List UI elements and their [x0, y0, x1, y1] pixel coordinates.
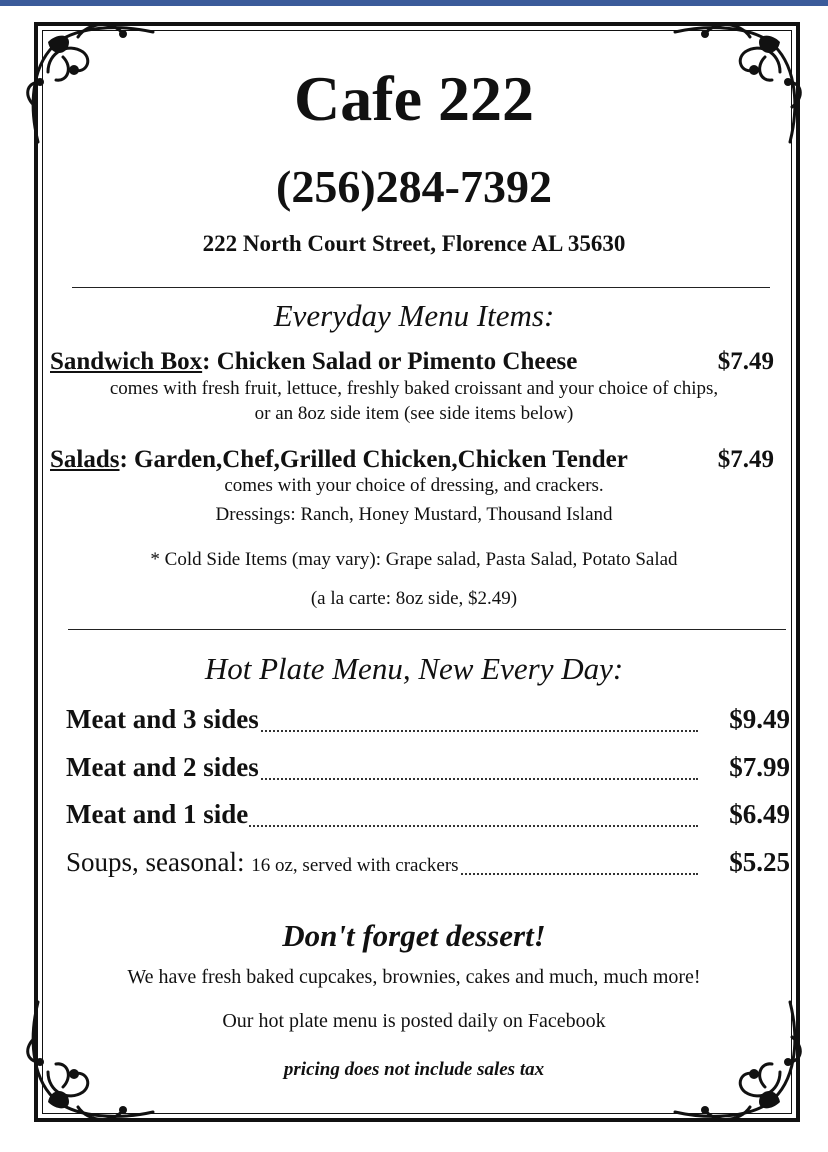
- dessert-heading: Don't forget dessert!: [282, 918, 546, 953]
- cafe-address: 222 North Court Street, Florence AL 35630: [202, 231, 626, 256]
- sandwich-box-line: [50, 348, 780, 376]
- cafe-title: Cafe 222: [294, 63, 534, 134]
- everyday-heading: Everyday Menu Items:: [273, 298, 555, 333]
- sandwich-box-options: : Chicken Salad or Pimento Cheese: [202, 348, 578, 375]
- sandwich-box-label: Sandwich Box: [50, 348, 203, 375]
- hot-plate-heading: Hot Plate Menu, New Every Day:: [204, 651, 624, 686]
- phone-number: (256)284-7392: [276, 161, 552, 212]
- soups-price: $5.25: [729, 847, 790, 877]
- hot-plate-item-label: Meat and 1 side: [66, 799, 249, 829]
- salads-line: [50, 446, 780, 474]
- hot-plate-item-label: Meat and 2 sides: [66, 752, 259, 782]
- hot-plate-item-price: $6.49: [729, 799, 790, 829]
- sandwich-box-price: $7.49: [717, 348, 774, 375]
- facebook-note: Our hot plate menu is posted daily on Facebook: [222, 1010, 606, 1032]
- hot-plate-item: [66, 799, 790, 833]
- hot-plate-item-label: Meat and 3 sides: [66, 704, 259, 734]
- corner-ornament-icon: [18, 982, 168, 1132]
- corner-ornament-icon: [660, 982, 810, 1132]
- top-accent-bar: [0, 0, 828, 6]
- soups-label: Soups, seasonal:: [66, 847, 245, 877]
- a-la-carte-note: (a la carte: 8oz side, $2.49): [310, 588, 518, 609]
- salads-options: : Garden,Chef,Grilled Chicken,Chicken Tender: [119, 446, 628, 473]
- hot-plate-item-price: $9.49: [729, 704, 790, 734]
- soups-item: [66, 847, 790, 881]
- sandwich-box-desc-1: comes with fresh fruit, lettuce, freshly baked croissant and your choice of chips,: [109, 378, 719, 399]
- soups-label-group: [66, 847, 459, 878]
- divider: [72, 287, 770, 288]
- sandwich-box-desc-2: or an 8oz side item (see side items below): [254, 403, 574, 424]
- cold-side-items: * Cold Side Items (may vary): Grape salad, Pasta Salad, Potato Salad: [150, 549, 678, 570]
- dessert-line: We have fresh baked cupcakes, brownies, cakes and much, much more!: [127, 966, 701, 988]
- divider: [68, 629, 786, 630]
- hot-plate-item: [66, 704, 790, 738]
- salads-desc-2: Dressings: Ranch, Honey Mustard, Thousand Island: [215, 504, 613, 525]
- hot-plate-item: [66, 752, 790, 786]
- salads-label: Salads: [50, 446, 120, 473]
- salads-desc-1: comes with your choice of dressing, and crackers.: [224, 475, 604, 496]
- salads-price: $7.49: [717, 446, 774, 473]
- hot-plate-item-price: $7.99: [729, 752, 790, 782]
- soups-detail: 16 oz, served with crackers: [251, 855, 459, 876]
- sales-tax-note: pricing does not include sales tax: [283, 1059, 545, 1080]
